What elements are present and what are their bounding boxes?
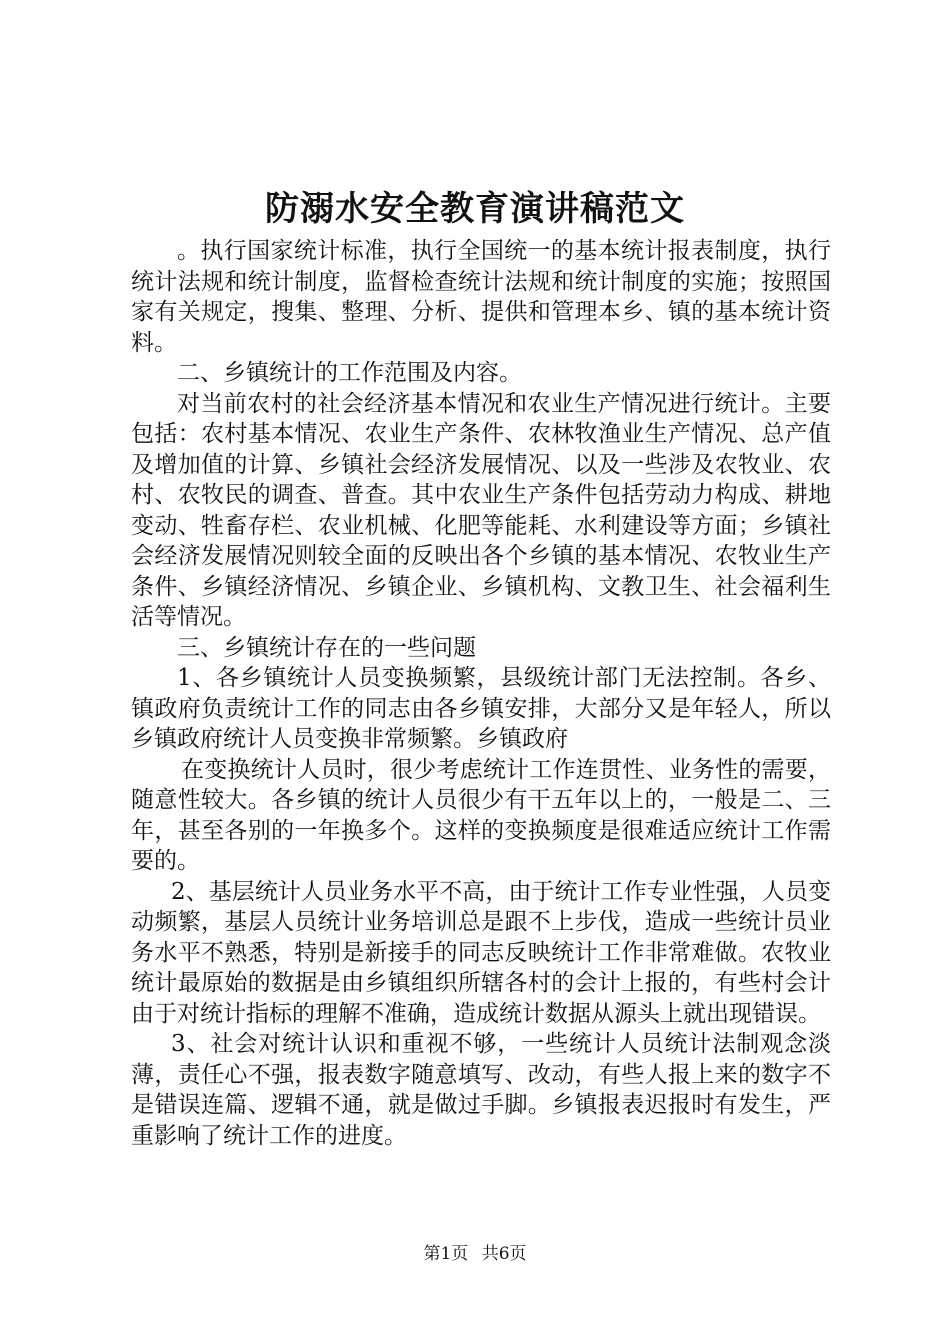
- paragraph-3: 对当前农村的社会经济基本情况和农业生产情况进行统计。主要包括：农村基本情况、农业生产条件、农林牧渔业生产情况、总产值及增加值的计算、乡镇社会经济发展情况、以及一些涉及农牧业、农村、农牧民的调查、普查。其中农业生产条件包括劳动力构成、耕地变动、牲畜存栏、农业机械、化肥等能耗、水利建设等方面；乡镇社会经济发展情况则较全面的反映出各个乡镇的基本情况、农牧业生产条件、乡镇经济情况、乡镇企业、乡镇机构、文教卫生、社会福利生活等情况。: [131, 390, 831, 630]
- paragraph-4: 三、乡镇统计存在的一些问题: [177, 634, 476, 661]
- document-title: 防溺水安全教育演讲稿范文: [265, 189, 685, 229]
- paragraph-5: 1、各乡镇统计人员变换频繁，县级统计部门无法控制。各乡、镇政府负责统计工作的同志由各乡镇安排，大部分又是年轻人，所以乡镇政府统计人员变换非常频繁。乡镇政府: [131, 665, 831, 752]
- paragraph-7: 2、基层统计人员业务水平不高，由于统计工作专业性强，人员变动频繁，基层人员统计业务培训总是跟不上步伐，造成一些统计员业务水平不熟悉，特别是新接手的同志反映统计工作非常难做。农牧业统计最原始的数据是由乡镇组织所辖各村的会计上报的，有些村会计由于对统计指标的理解不准确，造成统计数据从源头上就出现错误。: [131, 878, 831, 1027]
- paragraph-1: 。执行国家统计标准，执行全国统一的基本统计报表制度，执行统计法规和统计制度，监督检查统计法规和统计制度的实施；按照国家有关规定，搜集、整理、分析、提供和管理本乡、镇的基本统计资料。: [131, 238, 831, 356]
- paragraph-2: 二、乡镇统计的工作范围及内容。: [177, 360, 522, 386]
- page-footer: [0, 1242, 950, 1266]
- paragraph-6: 在变换统计人员时，很少考虑统计工作连贯性、业务性的需要，随意性较大。各乡镇的统计人员很少有干五年以上的，一般是二、三年，甚至各别的一年换多个。这样的变换频度是很难适应统计工作需要的。: [131, 756, 831, 874]
- paragraph-8: 3、社会对统计认识和重视不够，一些统计人员统计法制观念淡薄，责任心不强，报表数字随意填写、改动，有些人报上来的数字不是错误连篇、逻辑不通，就是做过手脚。乡镇报表迟报时有发生，严重影响了统计工作的进度。: [131, 1031, 831, 1149]
- page-number-current: 第1页: [423, 1244, 469, 1264]
- page-number-total: 共6页: [481, 1244, 527, 1264]
- document-body: [131, 236, 831, 1151]
